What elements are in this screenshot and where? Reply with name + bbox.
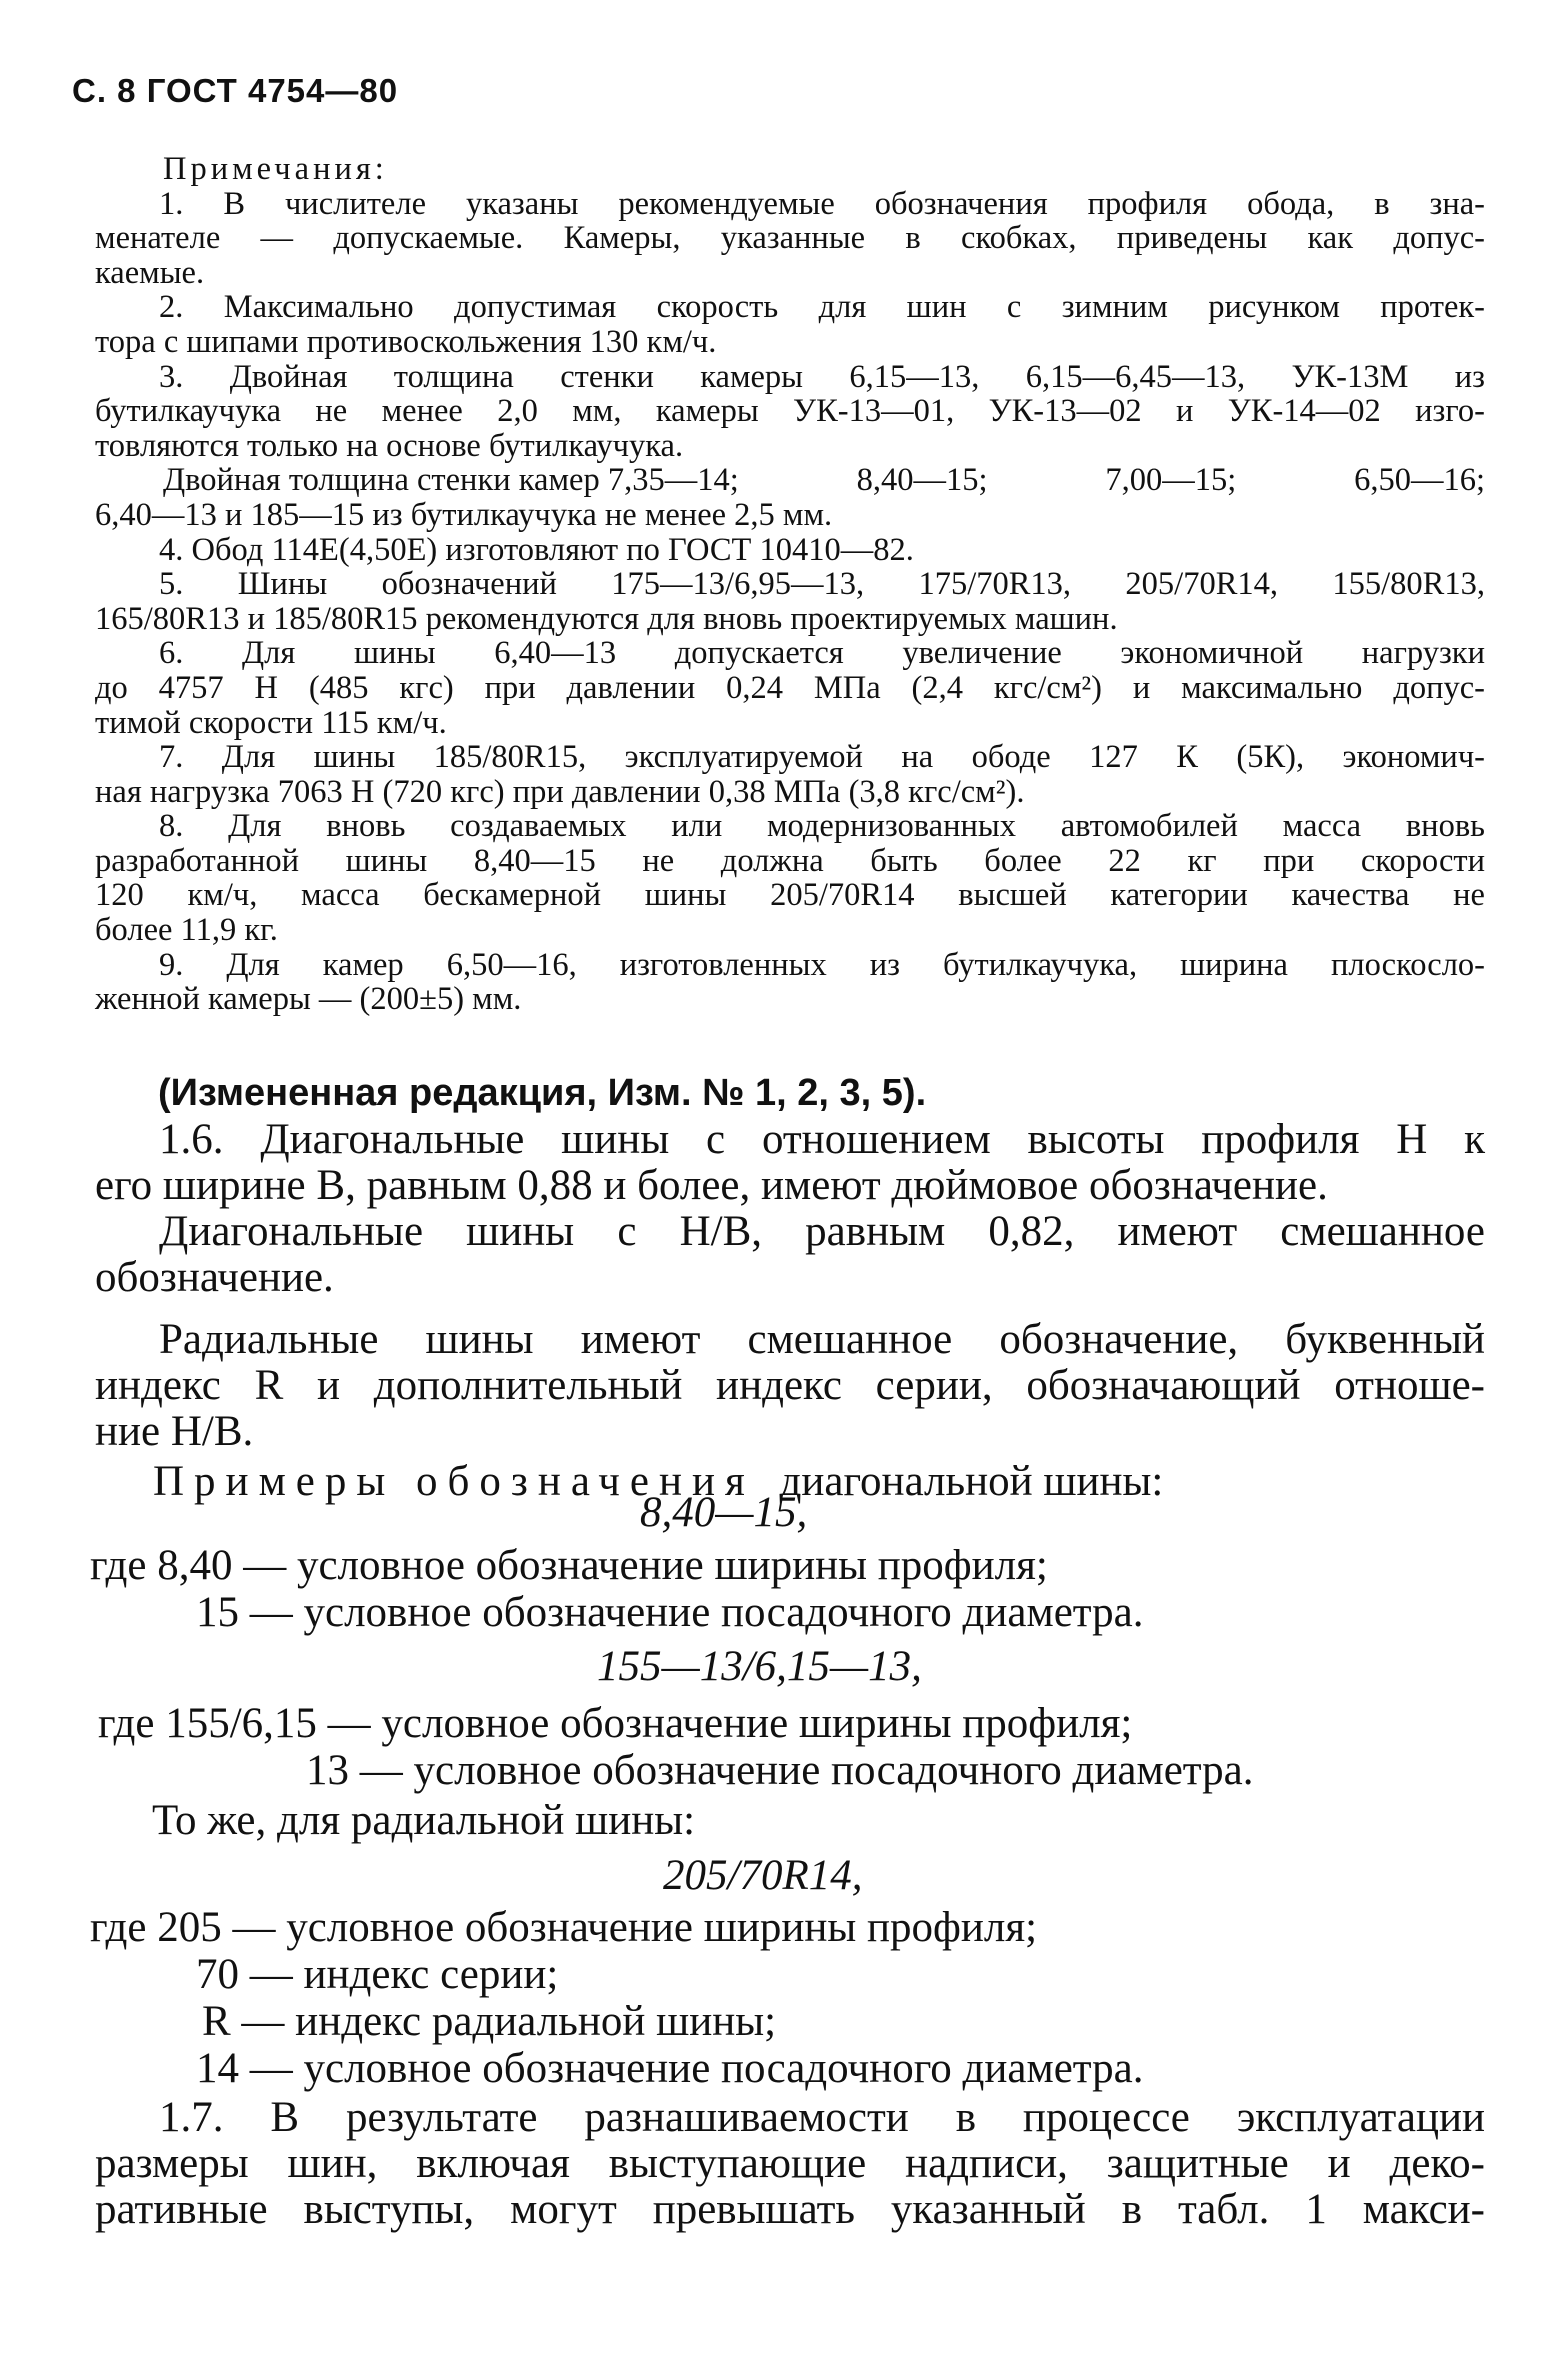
note-3-line-2: бутилкаучука не менее 2,0 мм, камеры УК-13—01, УК-13—02 и УК-14—02 изго-: [95, 393, 1485, 430]
note-1-line-3: каемые.: [95, 254, 205, 291]
example-3-line-3: R — индекс радиальной шины;: [202, 1998, 777, 2045]
p-mixed-line-2: обозначение.: [95, 1254, 334, 1301]
note-3b-part-3: 7,00—15;: [1105, 462, 1237, 499]
p17-line-3: ративные выступы, могут превышать указанный в табл. 1 макси-: [95, 2186, 1485, 2233]
note-3b-line-1: [95, 463, 1485, 498]
p-radial-line-1: Радиальные шины имеют смешанное обозначение, буквенный: [159, 1316, 1485, 1363]
note-3b-line-2: 6,40—13 и 185—15 из бутилкаучука не менее 2,5 мм.: [95, 496, 833, 533]
p-mixed-line-1: Диагональные шины с Н/В, равным 0,82, имеют смешанное: [159, 1208, 1485, 1255]
p17-line-1: 1.7. В результате разнашиваемости в процессе эксплуатации: [159, 2094, 1485, 2141]
p-radial-line-2: индекс R и дополнительный индекс серии, обозначающий отноше-: [95, 1362, 1485, 1409]
p17-line-2: размеры шин, включая выступающие надписи, защитные и деко-: [95, 2140, 1485, 2187]
note-8-line-4: более 11,9 кг.: [95, 912, 278, 949]
note-6-line-2: до 4757 Н (485 кгс) при давлении 0,24 МПа (2,4 кгс/см²) и максимально допус-: [95, 669, 1485, 706]
note-8-line-1: 8. Для вновь создаваемых или модернизованных автомобилей масса вновь: [159, 808, 1485, 845]
example-1-line-1: где 8,40 — условное обозначение ширины профиля;: [90, 1542, 1048, 1589]
note-9-line-2: женной камеры — (200±5) мм.: [95, 981, 522, 1018]
note-4: 4. Обод 114Е(4,50Е) изготовляют по ГОСТ 10410—82.: [159, 531, 914, 568]
section-1-6: [95, 1117, 1485, 1505]
note-3-line-1: 3. Двойная толщина стенки камеры 6,15—13, 6,15—6,45—13, УК-13М из: [159, 358, 1485, 395]
example-1-code: 8,40—15,: [640, 1489, 808, 1536]
radial-intro: То же, для радиальной шины:: [152, 1797, 696, 1844]
note-7-line-2: ная нагрузка 7063 Н (720 кгс) при давлении 0,38 МПа (3,8 кгс/см²).: [95, 773, 1025, 810]
note-8-line-2: разработанной шины 8,40—15 не должна быть более 22 кг при скорости: [95, 842, 1485, 879]
notes-title: Примечания:: [163, 151, 388, 187]
example-2-line-2: 13 — условное обозначение посадочного диаметра.: [306, 1747, 1254, 1794]
page-header: С. 8 ГОСТ 4754—80: [72, 72, 399, 109]
note-8-line-3: 120 км/ч, масса бескамерной шины 205/70R14 высшей категории качества не: [95, 877, 1485, 914]
example-3-code: 205/70R14,: [663, 1852, 863, 1899]
note-5-line-1: 5. Шины обозначений 175—13/6,95—13, 175/70R13, 205/70R14, 155/80R13,: [159, 566, 1485, 603]
note-3b-part-1: Двойная толщина стенки камер 7,35—14;: [163, 462, 739, 499]
edition-note: (Измененная редакция, Изм. № 1, 2, 3, 5).: [158, 1072, 927, 1114]
examples-heading-spaced: Примеры обозначения: [153, 1458, 755, 1505]
note-5-line-2: 165/80R13 и 185/80R15 рекомендуются для вновь проектируемых машин.: [95, 600, 1118, 637]
note-1-line-2: менателе — допускаемые. Камеры, указанные в скобках, приведены как допус-: [95, 220, 1485, 257]
note-3b-part-4: 6,50—16;: [1354, 462, 1485, 499]
example-2-code: 155—13/6,15—13,: [597, 1643, 922, 1690]
section-1-7: [95, 2095, 1485, 2233]
note-2-line-1: 2. Максимально допустимая скорость для шин с зимним рисунком протек-: [159, 289, 1485, 326]
example-2-line-1: где 155/6,15 — условное обозначение ширины профиля;: [98, 1700, 1133, 1747]
note-7-line-1: 7. Для шины 185/80R15, эксплуатируемой на ободе 127 К (5К), экономич-: [159, 739, 1485, 776]
note-2-line-2: тора с шипами противоскольжения 130 км/ч.: [95, 323, 717, 360]
p16-line-1: 1.6. Диагональные шины с отношением высоты профиля Н к: [159, 1116, 1485, 1163]
example-3-line-4: 14 — условное обозначение посадочного диаметра.: [196, 2045, 1144, 2092]
note-6-line-1: 6. Для шины 6,40—13 допускается увеличение экономичной нагрузки: [159, 635, 1485, 672]
note-6-line-3: тимой скорости 115 км/ч.: [95, 704, 447, 741]
note-1-line-1: 1. В числителе указаны рекомендуемые обозначения профиля обода, в зна-: [159, 185, 1485, 222]
note-9-line-1: 9. Для камер 6,50—16, изготовленных из бутилкаучука, ширина плоскосло-: [159, 946, 1485, 983]
examples-heading-rest: диагональной шины:: [779, 1458, 1164, 1505]
example-3-line-2: 70 — индекс серии;: [196, 1951, 559, 1998]
example-1-line-2: 15 — условное обозначение посадочного диаметра.: [196, 1589, 1144, 1636]
note-3-line-3: товляются только на основе бутилкаучука.: [95, 427, 684, 464]
notes-block: [95, 152, 1485, 1017]
note-3b-part-2: 8,40—15;: [856, 462, 988, 499]
example-3-line-1: где 205 — условное обозначение ширины профиля;: [90, 1904, 1038, 1951]
p-radial-line-3: ние Н/В.: [95, 1408, 254, 1455]
p16-line-2: его ширине В, равным 0,88 и более, имеют дюймовое обозначение.: [95, 1162, 1328, 1209]
